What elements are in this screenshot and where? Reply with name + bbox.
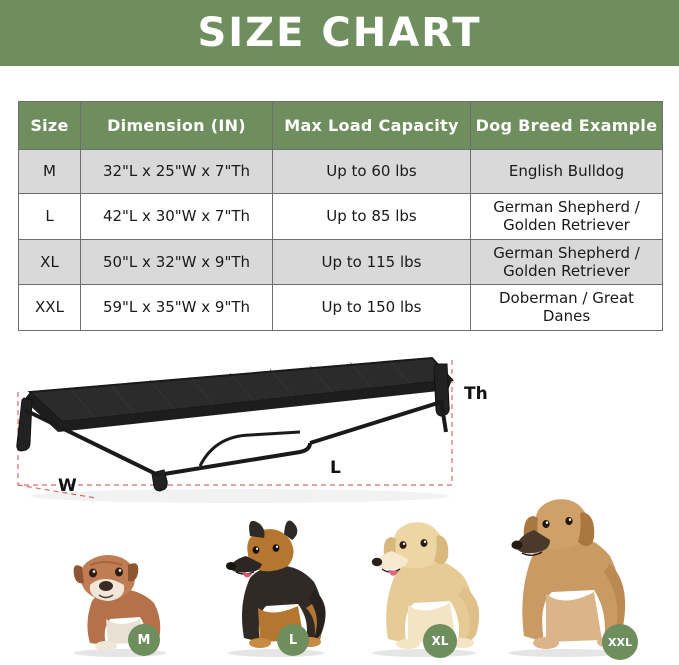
cell-max-load: Up to 85 lbs	[273, 194, 471, 240]
cell-max-load: Up to 150 lbs	[273, 285, 471, 331]
page-title: SIZE CHART	[197, 10, 482, 56]
cell-max-load: Up to 115 lbs	[273, 239, 471, 285]
cell-size: M	[19, 150, 81, 194]
cell-size: XL	[19, 239, 81, 285]
column-header-size: Size	[19, 102, 81, 150]
table-row	[19, 285, 663, 331]
size-badge-l: L	[277, 624, 309, 656]
table-row	[19, 239, 663, 285]
dimension-label-width: W	[58, 476, 77, 496]
size-table-body	[19, 150, 663, 331]
cell-size: L	[19, 194, 81, 240]
table-row	[19, 150, 663, 194]
column-header-dog-breed: Dog Breed Example	[471, 102, 663, 150]
cell-dimension: 42"L x 30"W x 7"Th	[81, 194, 273, 240]
cell-max-load: Up to 60 lbs	[273, 150, 471, 194]
cell-dimension: 59"L x 35"W x 9"Th	[81, 285, 273, 331]
table-row	[19, 194, 663, 240]
cell-dimension: 50"L x 32"W x 9"Th	[81, 239, 273, 285]
dog-image-german-shepherd	[214, 512, 334, 657]
cell-dimension: 32"L x 25"W x 7"Th	[81, 150, 273, 194]
cell-dog-breed: Doberman / Great Danes	[471, 285, 663, 331]
column-header-dimension: Dimension (IN)	[81, 102, 273, 150]
dimension-label-length: L	[330, 458, 341, 478]
dimension-label-thickness: Th	[464, 384, 488, 404]
size-table	[18, 101, 663, 331]
column-header-max-load: Max Load Capacity	[273, 102, 471, 150]
table-header-row	[19, 102, 663, 150]
size-table-wrapper	[18, 101, 662, 331]
size-table-head	[19, 102, 663, 150]
size-badge-xl: XL	[423, 624, 457, 658]
page-header-banner	[0, 0, 679, 66]
dog-breed-illustrations	[0, 500, 679, 665]
cell-dog-breed: English Bulldog	[471, 150, 663, 194]
size-badge-m: M	[128, 624, 160, 656]
size-badge-xxl: XXL	[602, 624, 638, 660]
cell-dog-breed: German Shepherd / Golden Retriever	[471, 239, 663, 285]
cell-size: XXL	[19, 285, 81, 331]
cell-dog-breed: German Shepherd / Golden Retriever	[471, 194, 663, 240]
